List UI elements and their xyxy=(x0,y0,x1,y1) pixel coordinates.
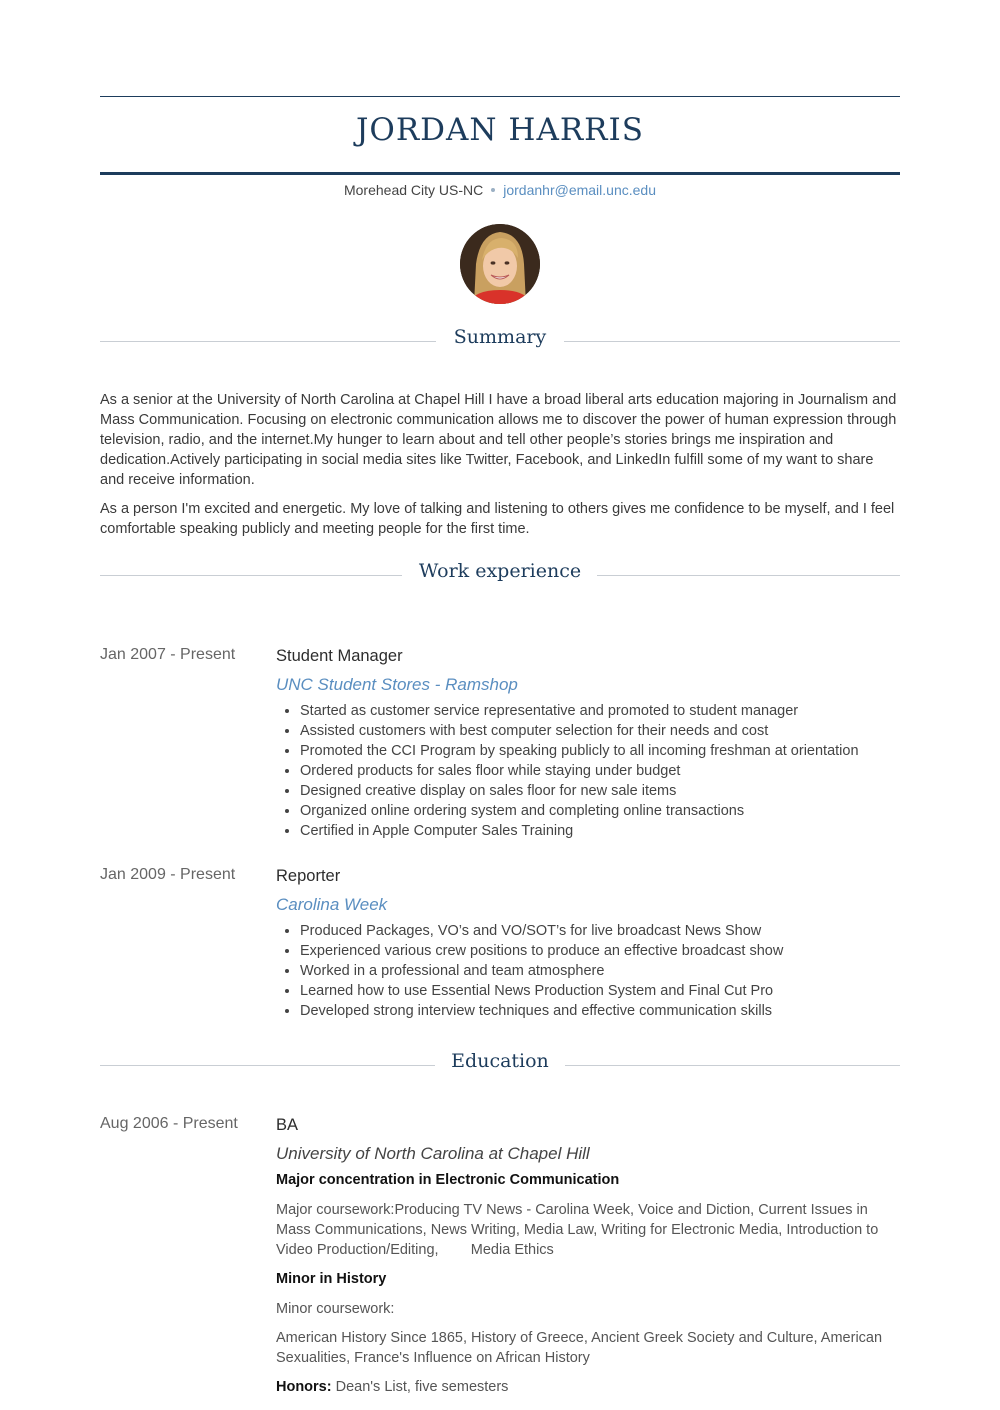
degree: BA xyxy=(276,1116,299,1134)
avatar xyxy=(460,224,540,304)
section-title: Summary xyxy=(453,326,547,348)
separator-dot xyxy=(491,188,495,192)
job-bullets xyxy=(276,701,900,841)
email-link[interactable]: jordanhr@email.unc.edu xyxy=(503,182,656,198)
minor-label: Minor coursework: xyxy=(276,1301,395,1317)
job-title: Student Manager xyxy=(276,647,403,665)
bullet-item: • Assisted customers with best computer selection for their needs and cost xyxy=(300,721,900,741)
bullet-item: • Promoted the CCI Program by speaking publicly to all incoming freshman at orientation xyxy=(300,741,900,761)
bullet-item: • Started as customer service representative and promoted to student manager xyxy=(300,701,900,721)
profile-photo xyxy=(460,224,540,304)
contact-line xyxy=(100,182,900,198)
summary-text xyxy=(100,390,900,548)
candidate-name: JORDAN HARRIS xyxy=(356,112,644,148)
job-bullets xyxy=(276,921,900,1021)
bullet-item: • Designed creative display on sales floor for new sale items xyxy=(300,781,900,801)
bullet-item: • Certified in Apple Computer Sales Training xyxy=(300,821,900,841)
minor-heading: Minor in History xyxy=(276,1271,387,1287)
location-text: Morehead City US-NC xyxy=(343,182,484,198)
header-top-rule xyxy=(100,96,900,97)
school-name: University of North Carolina at Chapel Hill xyxy=(276,1144,590,1163)
header-bottom-rule xyxy=(100,172,900,175)
job-title: Reporter xyxy=(276,867,341,885)
bullet-item: • Experienced various crew positions to produce an effective broadcast show xyxy=(300,941,900,961)
summary-heading xyxy=(100,326,900,356)
major-coursework: Major coursework:Producing TV News - Carolina Week, Voice and Diction, Current Issues in Mass Communications, News Writing, Media Law, Writing for Electronic Media, Introduction to Video Production/Editing, Media Ethics xyxy=(276,1202,883,1258)
employer-link[interactable]: Carolina Week xyxy=(276,895,388,914)
education-heading xyxy=(100,1050,900,1080)
major-heading: Major concentration in Electronic Communication xyxy=(276,1172,620,1188)
bullet-item: • Ordered products for sales floor while staying under budget xyxy=(300,761,900,781)
section-title: Work experience xyxy=(418,560,582,582)
honors-label: Honors: xyxy=(276,1379,332,1395)
bullet-item: • Developed strong interview techniques and effective communication skills xyxy=(300,1001,900,1021)
bullet-item: • Worked in a professional and team atmosphere xyxy=(300,961,900,981)
employer-link[interactable]: UNC Student Stores - Ramshop xyxy=(276,675,518,694)
honors-text: Dean's List, five semesters xyxy=(331,1379,509,1395)
bullet-item: • Produced Packages, VO’s and VO/SOT’s for live broadcast News Show xyxy=(300,921,900,941)
education-dates: Aug 2006 - Present xyxy=(100,1115,238,1132)
minor-coursework: American History Since 1865, History of Greece, Ancient Greek Society and Culture, American Sexualities, France's Influence on African History xyxy=(276,1330,883,1366)
honors-line xyxy=(276,1377,900,1397)
bullet-item: • Organized online ordering system and completing online transactions xyxy=(300,801,900,821)
section-title: Education xyxy=(451,1050,549,1072)
job-dates: Jan 2009 - Present xyxy=(100,866,236,883)
job-dates: Jan 2007 - Present xyxy=(100,646,236,663)
summary-paragraph: As a senior at the University of North Carolina at Chapel Hill I have a broad liberal arts education majoring in Journalism and Mass Communication. Focusing on electronic communication allows me to discover the power of human expression through television, radio, and the internet.My hunger to learn about and tell other people’s stories brings me inspiration and dedication.Actively participating in social media sites like Twitter, Facebook, and LinkedIn fulfill some of my want to share and receive information. xyxy=(100,392,897,488)
work-heading xyxy=(100,560,900,590)
summary-paragraph: As a person I'm excited and energetic. My love of talking and listening to others gives me confidence to be myself, and I feel comfortable speaking publicly and meeting people for the first time. xyxy=(100,501,895,537)
bullet-item: • Learned how to use Essential News Production System and Final Cut Pro xyxy=(300,981,900,1001)
